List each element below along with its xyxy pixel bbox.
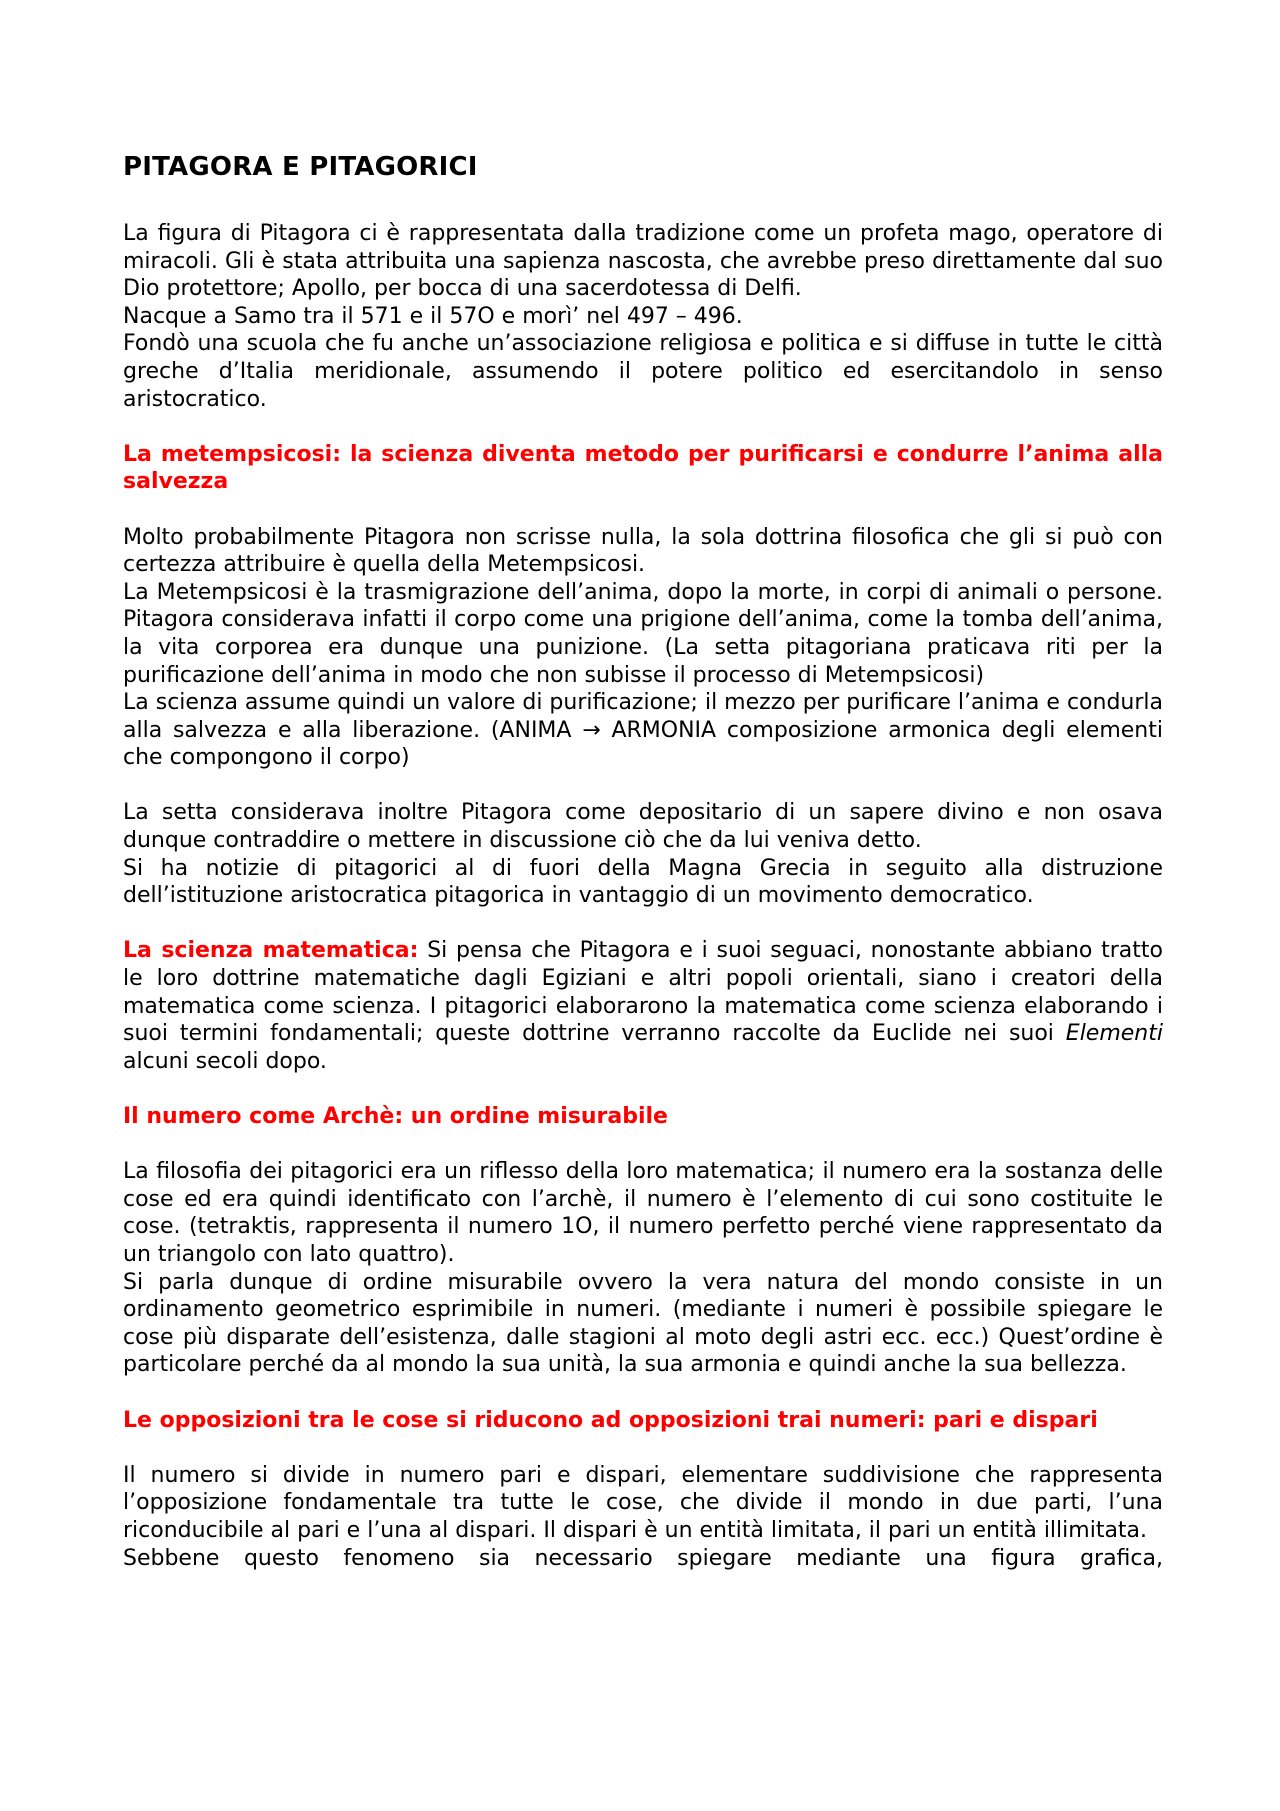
text-segment: Si pensa che Pitagora e i suoi seguaci, nonostante abbiano tratto le loro dottrine matematiche dagli Egiziani e altri popoli orientali, siano i creatori della matematica come scienza. I pitagorici elaborarono la matematica come scienza elaborando i suoi termini fondamentali; queste dottrine verranno raccolte da Euclide nei suoi	[123, 938, 1164, 1047]
matematica-paragraph	[123, 937, 1163, 1075]
intro-paragraph-3: Fondò una scuola che fu anche un’associazione religiosa e politica e si diffuse in tutte le città greche d’Italia meridionale, assumendo il potere politico ed esercitandolo in senso aristocratico.	[123, 331, 1163, 412]
metempsicosi-paragraph-3	[123, 689, 1163, 772]
spacer	[123, 1075, 1163, 1103]
page-title: PITAGORA E PITAGORICI	[123, 152, 478, 182]
text-segment: La scienza assume quindi un valore di purificazione; il mezzo per purificare l’anima e condurla alla salvezza e alla liberazione. (ANIMA	[123, 690, 1163, 743]
metempsicosi-paragraph-5: Si ha notizie di pitagorici al di fuori della Magna Grecia in seguito alla distruzione dell’istituzione aristocratica pitagorica in vantaggio di un movimento democratico.	[123, 855, 1163, 909]
numero-paragraph-1: La filosofia dei pitagorici era un riflesso della loro matematica; il numero era la sostanza delle cose ed era quindi identificato con l’archè, il numero è l’elemento di cui sono costituite le cose. (tetraktis, rappresenta il numero 1O, il numero perfetto perché viene rappresentato da un triangolo con lato quattro).	[123, 1159, 1163, 1267]
spacer	[123, 1434, 1163, 1462]
heading-metempsicosi: La metempsicosi: la scienza diventa metodo per purificarsi e condurre l’anima alla salvezza	[123, 441, 1163, 495]
text-segment: ARMONIA composizione armonica degli elementi che compongono il corpo)	[123, 717, 1163, 771]
spacer	[123, 1131, 1163, 1159]
spacer	[123, 413, 1163, 441]
spacer	[123, 1379, 1163, 1407]
spacer	[123, 772, 1163, 800]
metempsicosi-paragraph-1: Molto probabilmente Pitagora non scrisse nulla, la sola dottrina filosofica che gli si può con certezza attribuire è quella della Metempsicosi.	[123, 524, 1163, 578]
text-segment: alcuni secoli dopo.	[123, 1048, 327, 1074]
spacer	[123, 496, 1163, 524]
heading-opposizioni: Le opposizioni tra le cose si riducono ad opposizioni trai numeri: pari e dispari	[123, 1407, 1098, 1433]
heading-matematica: La scienza matematica:	[123, 938, 419, 964]
intro-paragraph-2: Nacque a Samo tra il 571 e il 57O e morì’ nel 497 – 496.	[123, 303, 743, 329]
opposizioni-paragraph-1: Il numero si divide in numero pari e dispari, elementare suddivisione che rappresenta l’opposizione fondamentale tra tutte le cose, che divide il mondo in due parti, l’una riconducibile al pari e l’una al dispari. Il dispari è un entità limitata, il pari un entità illimitata.	[123, 1462, 1163, 1543]
opposizioni-paragraph-2: Sebbene questo fenomeno sia necessario spiegare mediante una figura grafica,	[123, 1545, 1163, 1571]
italic-title: Elementi	[1065, 1021, 1163, 1047]
numero-paragraph-2: Si parla dunque di ordine misurabile ovvero la vera natura del mondo consiste in un ordinamento geometrico esprimibile in numeri. (mediante i numeri è possibile spiegare le cose più disparate dell’esistenza, dalle stagioni al moto degli astri ecc. ecc.) Quest’ordine è particolare perché da al mondo la sua unità, la sua armonia e quindi anche la sua bellezza.	[123, 1269, 1163, 1378]
spacer	[123, 910, 1163, 938]
metempsicosi-paragraph-4: La setta considerava inoltre Pitagora come depositario di un sapere divino e non osava dunque contraddire o mettere in discussione ciò che da lui veniva detto.	[123, 800, 1163, 854]
intro-paragraph-1: La figura di Pitagora ci è rappresentata dalla tradizione come un profeta mago, operatore di miracoli. Gli è stata attribuita una sapienza nascosta, che avrebbe preso direttamente dal suo Dio protettore; Apollo, per bocca di una sacerdotessa di Delfi.	[123, 221, 1163, 302]
metempsicosi-paragraph-2: La Metempsicosi è la trasmigrazione dell’anima, dopo la morte, in corpi di animali o persone. Pitagora considerava infatti il corpo come una prigione dell’anima, come la tomba dell’anima, la vita corporea era dunque una punizione. (La setta pitagoriana praticava riti per la purificazione dell’anima in modo che non subisse il processo di Metempsicosi)	[123, 579, 1163, 688]
arrow-right-icon: →	[582, 717, 601, 743]
heading-numero: Il numero come Archè: un ordine misurabile	[123, 1104, 668, 1129]
